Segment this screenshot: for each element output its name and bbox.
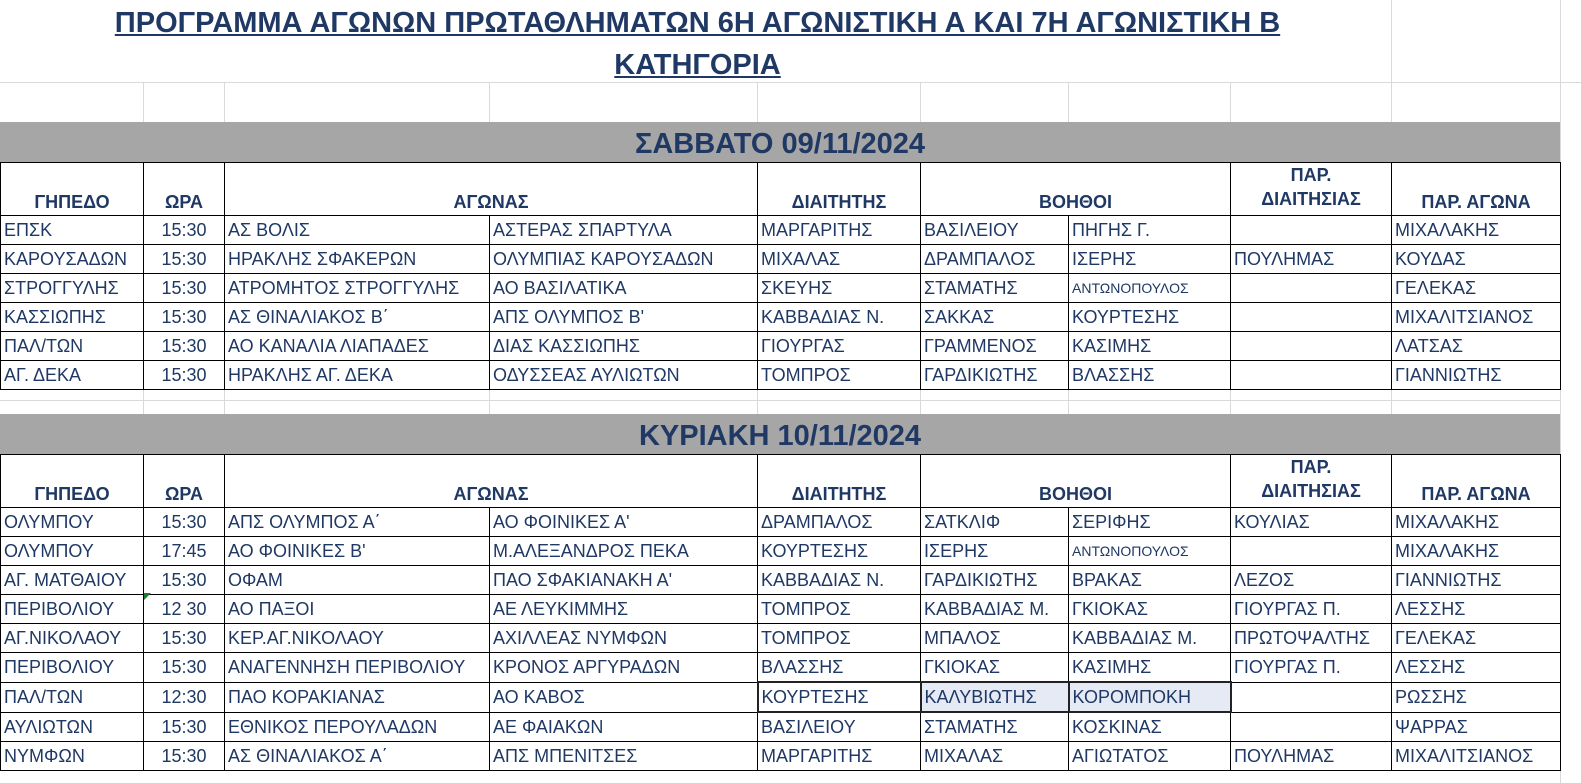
header-match: ΑΓΩΝΑΣ (225, 455, 758, 508)
header-referee-observer (1231, 163, 1392, 216)
day-label-saturday: ΣΑΒΒΑΤΟ 09/11/2024 (634, 128, 926, 160)
stadium-cell[interactable]: ΠΕΡΙΒΟΛΙΟΥ (1, 653, 144, 683)
match-observer-cell[interactable]: ΓΕΛΕΚΑΣ (1392, 624, 1561, 653)
referee-cell[interactable]: ΒΛΑΣΣΗΣ (758, 653, 921, 683)
match-observer-cell[interactable]: ΚΟΥΔΑΣ (1392, 245, 1561, 274)
assistant-2-cell[interactable]: ΚΑΒΒΑΔΙΑΣ Μ. (1069, 624, 1231, 653)
grid-line (489, 82, 490, 122)
assistant-1-cell[interactable]: ΣΑΚΚΑΣ (921, 303, 1069, 332)
header-referee-observer-line-1: ΠΑΡ. (1290, 165, 1332, 185)
table-row (1, 245, 1561, 274)
away-team-cell[interactable]: ΑΟ ΚΑΒΟΣ (490, 682, 758, 712)
home-team-cell[interactable]: ΑΟ ΠΑΞΟΙ (225, 595, 490, 624)
assistant-2-cell[interactable]: ΓΚΙΟΚΑΣ (1069, 595, 1231, 624)
home-team-cell[interactable]: ΕΘΝΙΚΟΣ ΠΕΡΟΥΛΑΔΩΝ (225, 712, 490, 742)
time-cell[interactable]: 17:45 (144, 537, 225, 566)
referee-cell[interactable]: ΤΟΜΠΡΟΣ (758, 361, 921, 390)
header-assistants: ΒΟΗΘΟΙ (921, 163, 1231, 216)
stadium-cell[interactable]: ΠΑΛ/ΤΩΝ (1, 682, 144, 712)
referee-cell[interactable]: ΚΟΥΡΤΕΣΗΣ (758, 537, 921, 566)
header-referee: ΔΙΑΙΤΗΤΗΣ (758, 163, 921, 216)
referee-observer-cell[interactable] (1231, 712, 1392, 742)
referee-cell[interactable]: ΜΙΧΑΛΑΣ (758, 245, 921, 274)
day-label-sunday: ΚΥΡΙΑΚΗ 10/11/2024 (638, 420, 922, 452)
stadium-cell[interactable]: ΚΑΣΣΙΩΠΗΣ (1, 303, 144, 332)
assistant-1-cell[interactable]: ΔΡΑΜΠΑΛΟΣ (921, 245, 1069, 274)
table-header-row (1, 163, 1561, 216)
stadium-cell[interactable]: ΑΓ. ΜΑΤΘΑΙΟΥ (1, 566, 144, 595)
assistant-2-cell[interactable]: ΒΛΑΣΣΗΣ (1069, 361, 1231, 390)
time-cell[interactable]: 15:30 (144, 566, 225, 595)
away-team-cell[interactable]: ΟΛΥΜΠΙΑΣ ΚΑΡΟΥΣΑΔΩΝ (490, 245, 758, 274)
stadium-cell[interactable]: ΟΛΥΜΠΟΥ (1, 537, 144, 566)
home-team-cell[interactable]: ΑΣ ΘΙΝΑΛΙΑΚΟΣ Α΄ (225, 742, 490, 771)
grid-line (920, 82, 921, 122)
stadium-cell[interactable]: ΠΑΛ/ΤΩΝ (1, 332, 144, 361)
grid-line (1230, 387, 1231, 414)
assistant-1-cell[interactable]: ΣΑΤΚΛΙΦ (921, 508, 1069, 537)
away-team-cell[interactable]: ΑΟ ΒΑΣΙΛΑΤΙΚΑ (490, 274, 758, 303)
referee-cell[interactable]: ΤΟΜΠΡΟΣ (758, 595, 921, 624)
match-observer-cell[interactable]: ΜΙΧΑΛΙΤΣΙΑΝΟΣ (1392, 303, 1561, 332)
away-team-cell[interactable]: ΑΕ ΦΑΙΑΚΩΝ (490, 712, 758, 742)
grid-line (1230, 82, 1231, 122)
assistant-1-cell[interactable]: ΒΑΣΙΛΕΙΟΥ (921, 216, 1069, 245)
time-cell[interactable]: 15:30 (144, 742, 225, 771)
home-team-cell[interactable]: ΑΟ ΚΑΝΑΛΙΑ ΛΙΑΠΑΔΕΣ (225, 332, 490, 361)
home-team-cell[interactable]: ΑΤΡΟΜΗΤΟΣ ΣΤΡΟΓΓΥΛΗΣ (225, 274, 490, 303)
table-row (1, 332, 1561, 361)
stadium-cell[interactable]: ΑΓ. ΔΕΚΑ (1, 361, 144, 390)
table-row (1, 216, 1561, 245)
referee-observer-cell[interactable]: ΠΡΩΤΟΨΑΛΤΗΣ (1231, 624, 1392, 653)
table-row (1, 566, 1561, 595)
header-match-observer: ΠΑΡ. ΑΓΩΝΑ (1392, 455, 1561, 508)
home-team-cell[interactable]: ΗΡΑΚΛΗΣ ΣΦΑΚΕΡΩΝ (225, 245, 490, 274)
header-stadium: ΓΗΠΕΔΟ (1, 455, 144, 508)
referee-cell[interactable]: ΤΟΜΠΡΟΣ (758, 624, 921, 653)
time-cell[interactable]: 12:30 (144, 682, 225, 712)
table-header-row (1, 455, 1561, 508)
away-team-cell[interactable]: ΠΑΟ ΣΦΑΚΙΑΝΑΚΗ Α' (490, 566, 758, 595)
time-cell[interactable]: 15:30 (144, 712, 225, 742)
assistant-2-cell[interactable]: ΚΟΥΡΤΕΣΗΣ (1069, 303, 1231, 332)
referee-observer-cell[interactable] (1231, 332, 1392, 361)
match-observer-cell[interactable]: ΨΑΡΡΑΣ (1392, 712, 1561, 742)
page-title-line-2: ΚΑΤΗΓΟΡΙΑ (614, 49, 781, 81)
referee-observer-cell[interactable]: ΠΟΥΛΗΜΑΣ (1231, 245, 1392, 274)
schedule-table-sunday (0, 454, 1561, 771)
table-row (1, 537, 1561, 566)
referee-cell[interactable]: ΜΑΡΓΑΡΙΤΗΣ (758, 742, 921, 771)
away-team-cell[interactable]: ΑΟ ΦΟΙΝΙΚΕΣ Α' (490, 508, 758, 537)
grid-line (757, 387, 758, 414)
match-observer-cell[interactable]: ΜΙΧΑΛΙΤΣΙΑΝΟΣ (1392, 742, 1561, 771)
schedule-table-saturday (0, 162, 1561, 390)
referee-observer-cell[interactable] (1231, 682, 1392, 712)
match-observer-cell[interactable]: ΜΙΧΑΛΑΚΗΣ (1392, 508, 1561, 537)
stadium-cell[interactable]: ΚΑΡΟΥΣΑΔΩΝ (1, 245, 144, 274)
home-team-cell[interactable]: ΚΕΡ.ΑΓ.ΝΙΚΟΛΑΟΥ (225, 624, 490, 653)
match-observer-cell[interactable]: ΓΙΑΝΝΙΩΤΗΣ (1392, 566, 1561, 595)
time-cell[interactable]: 15:30 (144, 624, 225, 653)
time-cell[interactable]: 12 30 (144, 595, 225, 624)
assistant-2-cell[interactable]: ΚΑΣΙΜΗΣ (1069, 653, 1231, 683)
referee-observer-cell[interactable]: ΓΙΟΥΡΓΑΣ Π. (1231, 653, 1392, 683)
referee-cell[interactable]: ΓΙΟΥΡΓΑΣ (758, 332, 921, 361)
header-match-observer: ΠΑΡ. ΑΓΩΝΑ (1392, 163, 1561, 216)
referee-cell[interactable]: ΚΑΒΒΑΔΙΑΣ Ν. (758, 566, 921, 595)
assistant-1-cell[interactable]: ΓΡΑΜΜΕΝΟΣ (921, 332, 1069, 361)
referee-cell[interactable]: ΣΚΕΥΗΣ (758, 274, 921, 303)
assistant-2-cell[interactable]: ΑΝΤΩΝΟΠΟΥΛΟΣ (1069, 537, 1231, 566)
cell-warning-icon (144, 593, 151, 600)
away-team-cell[interactable]: ΑΠΣ ΟΛΥΜΠΟΣ Β' (490, 303, 758, 332)
referee-observer-cell[interactable]: ΠΟΥΛΗΜΑΣ (1231, 742, 1392, 771)
assistant-2-cell[interactable]: ΚΟΣΚΙΝΑΣ (1069, 712, 1231, 742)
assistant-1-cell[interactable]: ΚΑΒΒΑΔΙΑΣ Μ. (921, 595, 1069, 624)
header-match: ΑΓΩΝΑΣ (225, 163, 758, 216)
away-team-cell[interactable]: ΑΠΣ ΜΠΕΝΙΤΣΕΣ (490, 742, 758, 771)
time-cell[interactable]: 15:30 (144, 508, 225, 537)
referee-cell[interactable]: ΒΑΣΙΛΕΙΟΥ (758, 712, 921, 742)
grid-line (0, 400, 1560, 401)
assistant-2-cell[interactable]: ΑΝΤΩΝΟΠΟΥΛΟΣ (1069, 274, 1231, 303)
time-cell[interactable]: 15:30 (144, 216, 225, 245)
header-time: ΩΡΑ (144, 163, 225, 216)
away-team-cell[interactable]: ΑΧΙΛΛΕΑΣ ΝΥΜΦΩΝ (490, 624, 758, 653)
stadium-cell[interactable]: ΑΓ.ΝΙΚΟΛΑΟΥ (1, 624, 144, 653)
home-team-cell[interactable]: ΟΦΑΜ (225, 566, 490, 595)
assistant-2-cell[interactable]: ΒΡΑΚΑΣ (1069, 566, 1231, 595)
referee-observer-cell[interactable] (1231, 537, 1392, 566)
header-stadium: ΓΗΠΕΔΟ (1, 163, 144, 216)
header-assistants: ΒΟΗΘΟΙ (921, 455, 1231, 508)
assistant-2-cell[interactable]: ΣΕΡΙΦΗΣ (1069, 508, 1231, 537)
away-team-cell[interactable]: Μ.ΑΛΕΞΑΝΔΡΟΣ ΠΕΚΑ (490, 537, 758, 566)
referee-observer-cell[interactable]: ΛΕΖΟΣ (1231, 566, 1392, 595)
assistant-2-cell[interactable]: ΑΓΙΩΤΑΤΟΣ (1069, 742, 1231, 771)
assistant-1-cell[interactable]: ΣΤΑΜΑΤΗΣ (921, 274, 1069, 303)
away-team-cell[interactable]: ΑΣΤΕΡΑΣ ΣΠΑΡΤΥΛΑ (490, 216, 758, 245)
table-row (1, 508, 1561, 537)
grid-line (224, 387, 225, 414)
time-cell[interactable]: 15:30 (144, 245, 225, 274)
home-team-cell[interactable]: ΑΝΑΓΕΝΝΗΣΗ ΠΕΡΙΒΟΛΙΟΥ (225, 653, 490, 683)
grid-line (1068, 387, 1069, 414)
header-referee-observer-line-1: ΠΑΡ. (1290, 457, 1332, 477)
table-row (1, 361, 1561, 390)
grid-line (224, 82, 225, 122)
time-cell[interactable]: 15:30 (144, 303, 225, 332)
assistant-2-cell[interactable]: ΠΗΓΗΣ Γ. (1069, 216, 1231, 245)
stadium-cell[interactable]: ΟΛΥΜΠΟΥ (1, 508, 144, 537)
match-observer-cell[interactable]: ΓΕΛΕΚΑΣ (1392, 274, 1561, 303)
home-team-cell[interactable]: ΑΣ ΘΙΝΑΛΙΑΚΟΣ Β΄ (225, 303, 490, 332)
time-cell[interactable]: 15:30 (144, 653, 225, 683)
referee-observer-cell[interactable] (1231, 303, 1392, 332)
header-referee-observer-line-2: ΔΙΑΙΤΗΣΙΑΣ (1261, 189, 1361, 209)
assistant-1-cell[interactable]: ΚΑΛΥΒΙΩΤΗΣ (921, 682, 1069, 712)
referee-cell[interactable]: ΚΑΒΒΑΔΙΑΣ Ν. (758, 303, 921, 332)
match-observer-cell[interactable]: ΓΙΑΝΝΙΩΤΗΣ (1392, 361, 1561, 390)
home-team-cell[interactable]: ΑΠΣ ΟΛΥΜΠΟΣ Α΄ (225, 508, 490, 537)
time-cell[interactable]: 15:30 (144, 274, 225, 303)
referee-cell[interactable]: ΚΟΥΡΤΕΣΗΣ (758, 682, 921, 712)
assistant-2-cell[interactable]: ΙΣΕΡΗΣ (1069, 245, 1231, 274)
stadium-cell[interactable]: ΣΤΡΟΓΓΥΛΗΣ (1, 274, 144, 303)
table-row (1, 274, 1561, 303)
grid-line (1391, 387, 1392, 414)
home-team-cell[interactable]: ΗΡΑΚΛΗΣ ΑΓ. ΔΕΚΑ (225, 361, 490, 390)
home-team-cell[interactable]: ΑΟ ΦΟΙΝΙΚΕΣ Β' (225, 537, 490, 566)
page-title-line-1: ΠΡΟΓΡΑΜΜΑ ΑΓΩΝΩΝ ΠΡΩΤΑΘΛΗΜΑΤΩΝ 6Η ΑΓΩΝΙΣΤΙΚΗ Α ΚΑΙ 7Η ΑΓΩΝΙΣΤΙΚΗ Β (114, 7, 1281, 39)
grid-line (143, 387, 144, 414)
table-row (1, 595, 1561, 624)
time-cell[interactable]: 15:30 (144, 361, 225, 390)
away-team-cell[interactable]: ΚΡΟΝΟΣ ΑΡΓΥΡΑΔΩΝ (490, 653, 758, 683)
referee-observer-cell[interactable] (1231, 274, 1392, 303)
referee-cell[interactable]: ΜΑΡΓΑΡΙΤΗΣ (758, 216, 921, 245)
match-observer-cell[interactable]: ΛΕΣΣΗΣ (1392, 595, 1561, 624)
grid-line (489, 387, 490, 414)
referee-observer-cell[interactable] (1231, 361, 1392, 390)
referee-observer-cell[interactable] (1231, 216, 1392, 245)
referee-cell[interactable]: ΔΡΑΜΠΑΛΟΣ (758, 508, 921, 537)
stadium-cell[interactable]: ΕΠΣΚ (1, 216, 144, 245)
stadium-cell[interactable]: ΠΕΡΙΒΟΛΙΟΥ (1, 595, 144, 624)
table-row (1, 682, 1561, 712)
assistant-1-cell[interactable]: ΣΤΑΜΑΤΗΣ (921, 712, 1069, 742)
grid-line (920, 387, 921, 414)
referee-observer-cell[interactable]: ΓΙΟΥΡΓΑΣ Π. (1231, 595, 1392, 624)
time-cell[interactable]: 15:30 (144, 332, 225, 361)
table-row (1, 653, 1561, 683)
away-team-cell[interactable]: ΔΙΑΣ ΚΑΣΣΙΩΠΗΣ (490, 332, 758, 361)
assistant-1-cell[interactable]: ΜΠΑΛΟΣ (921, 624, 1069, 653)
table-row (1, 624, 1561, 653)
table-row (1, 303, 1561, 332)
grid-line (1068, 82, 1069, 122)
assistant-1-cell[interactable]: ΓΑΡΔΙΚΙΩΤΗΣ (921, 566, 1069, 595)
assistant-2-cell[interactable]: ΚΑΣΙΜΗΣ (1069, 332, 1231, 361)
header-referee-observer (1231, 455, 1392, 508)
table-row (1, 712, 1561, 742)
match-observer-cell[interactable]: ΛΕΣΣΗΣ (1392, 653, 1561, 683)
grid-line (757, 82, 758, 122)
assistant-1-cell[interactable]: ΓΚΙΟΚΑΣ (921, 653, 1069, 683)
match-observer-cell[interactable]: ΡΩΣΣΗΣ (1392, 682, 1561, 712)
home-team-cell[interactable]: ΑΣ ΒΟΛΙΣ (225, 216, 490, 245)
header-referee-observer-line-2: ΔΙΑΙΤΗΣΙΑΣ (1261, 481, 1361, 501)
away-team-cell[interactable]: ΟΔΥΣΣΕΑΣ ΑΥΛΙΩΤΩΝ (490, 361, 758, 390)
match-observer-cell[interactable]: ΜΙΧΑΛΑΚΗΣ (1392, 537, 1561, 566)
header-time: ΩΡΑ (144, 455, 225, 508)
assistant-1-cell[interactable]: ΓΑΡΔΙΚΙΩΤΗΣ (921, 361, 1069, 390)
match-observer-cell[interactable]: ΜΙΧΑΛΑΚΗΣ (1392, 216, 1561, 245)
stadium-cell[interactable]: ΝΥΜΦΩΝ (1, 742, 144, 771)
table-row (1, 742, 1561, 771)
header-referee: ΔΙΑΙΤΗΤΗΣ (758, 455, 921, 508)
away-team-cell[interactable]: ΑΕ ΛΕΥΚΙΜΜΗΣ (490, 595, 758, 624)
stadium-cell[interactable]: ΑΥΛΙΩΤΩΝ (1, 712, 144, 742)
match-observer-cell[interactable]: ΛΑΤΣΑΣ (1392, 332, 1561, 361)
referee-observer-cell[interactable]: ΚΟΥΛΙΑΣ (1231, 508, 1392, 537)
grid-line (143, 82, 144, 122)
assistant-1-cell[interactable]: ΙΣΕΡΗΣ (921, 537, 1069, 566)
home-team-cell[interactable]: ΠΑΟ ΚΟΡΑΚΙΑΝΑΣ (225, 682, 490, 712)
assistant-1-cell[interactable]: ΜΙΧΑΛΑΣ (921, 742, 1069, 771)
assistant-2-cell[interactable]: ΚΟΡΟΜΠΟΚΗ (1069, 682, 1231, 712)
